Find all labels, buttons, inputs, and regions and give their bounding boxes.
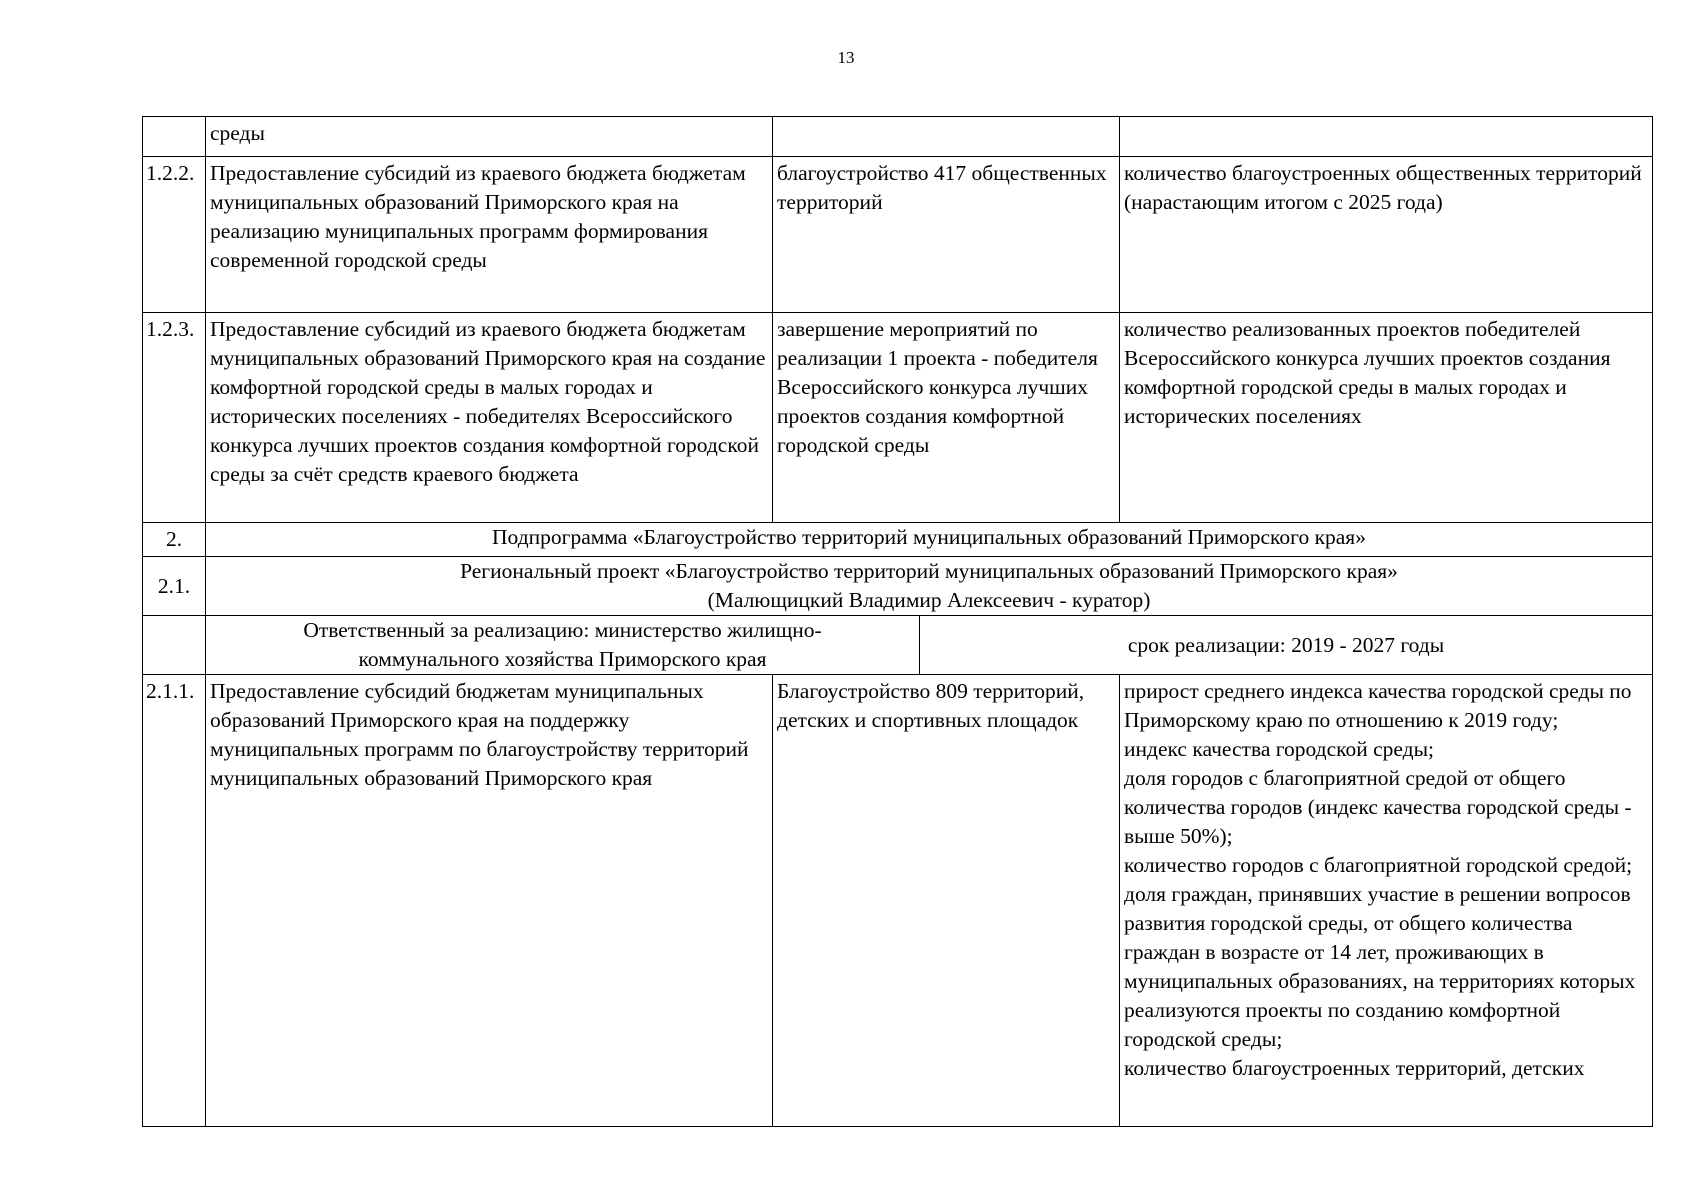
regional-project-name: Региональный проект «Благоустройство территорий муниципальных образований Приморского края» bbox=[460, 559, 1398, 583]
indicator-item: количество городов с благоприятной городской средой; bbox=[1124, 853, 1633, 877]
cell-number: 2.1. bbox=[143, 557, 206, 616]
cell-indicators bbox=[1120, 675, 1653, 1127]
indicator-item: доля граждан, принявших участие в решении вопросов развития городской среды, от общего количества граждан в возрасте от 14 лет, проживающих в муниципальных образованиях, на территориях которых реализуются проекты по созданию комфортной городской среды; bbox=[1124, 882, 1636, 1051]
cell-indicator bbox=[1120, 117, 1653, 157]
table-row-2-1-1 bbox=[143, 675, 1653, 1127]
responsible-executor: Ответственный за реализацию: министерство жилищно-коммунального хозяйства Приморского края bbox=[206, 616, 920, 675]
cell-result: завершение мероприятий по реализации 1 проекта - победителя Всероссийского конкурса лучших проектов создания комфортной городской среды bbox=[773, 313, 1120, 523]
cell-number: 2.1.1. bbox=[143, 675, 206, 1127]
cell-result: благоустройство 417 общественных территорий bbox=[773, 157, 1120, 313]
cell-number: 1.2.2. bbox=[143, 157, 206, 313]
indicator-item: количество благоустроенных территорий, детских bbox=[1124, 1056, 1585, 1080]
indicator-item: индекс качества городской среды; bbox=[1124, 737, 1435, 761]
table-row-continued bbox=[143, 117, 1653, 157]
indicator-item: доля городов с благоприятной средой от общего количества городов (индекс качества городской среды - выше 50%); bbox=[1124, 766, 1632, 848]
regional-project-title bbox=[206, 557, 1653, 616]
table-row-regional-project bbox=[143, 557, 1653, 616]
measures-table bbox=[142, 116, 1653, 1127]
table-row-1-2-2 bbox=[143, 157, 1653, 313]
cell-result: Благоустройство 809 территорий, детских и спортивных площадок bbox=[773, 675, 1120, 1127]
implementation-term: срок реализации: 2019 - 2027 годы bbox=[920, 616, 1653, 675]
cell-description: Предоставление субсидий из краевого бюджета бюджетам муниципальных образований Приморского края на реализацию муниципальных программ формирования современной городской среды bbox=[206, 157, 773, 313]
cell-number: 2. bbox=[143, 523, 206, 557]
table-row-subprogram bbox=[143, 523, 1653, 557]
cell-result bbox=[773, 117, 1120, 157]
page-number: 13 bbox=[837, 48, 855, 67]
cell-number-empty bbox=[143, 117, 206, 157]
indicator-item: прирост среднего индекса качества городской среды по Приморскому краю по отношению к 2019 году; bbox=[1124, 679, 1632, 732]
cell-indicator: количество реализованных проектов победителей Всероссийского конкурса лучших проектов создания комфортной городской среды в малых городах и исторических поселениях bbox=[1120, 313, 1653, 523]
cell-description: Предоставление субсидий из краевого бюджета бюджетам муниципальных образований Приморского края на создание комфортной городской среды в малых городах и исторических поселениях - победителях Всероссийского конкурса лучших проектов создания комфортной городской среды за счёт средств краевого бюджета bbox=[206, 313, 773, 523]
cell-description: среды bbox=[206, 117, 773, 157]
cell-number-empty bbox=[143, 616, 206, 675]
table-row-responsible bbox=[143, 616, 1653, 675]
table-row-1-2-3 bbox=[143, 313, 1653, 523]
cell-indicator: количество благоустроенных общественных территорий (нарастающим итогом с 2025 года) bbox=[1120, 157, 1653, 313]
subprogram-title: Подпрограмма «Благоустройство территорий муниципальных образований Приморского края» bbox=[206, 523, 1653, 557]
cell-description: Предоставление субсидий бюджетам муниципальных образований Приморского края на поддержку муниципальных программ по благоустройству территорий муниципальных образований Приморского края bbox=[206, 675, 773, 1127]
cell-number: 1.2.3. bbox=[143, 313, 206, 523]
regional-project-curator: (Малющицкий Владимир Алексеевич - куратор) bbox=[707, 588, 1151, 612]
